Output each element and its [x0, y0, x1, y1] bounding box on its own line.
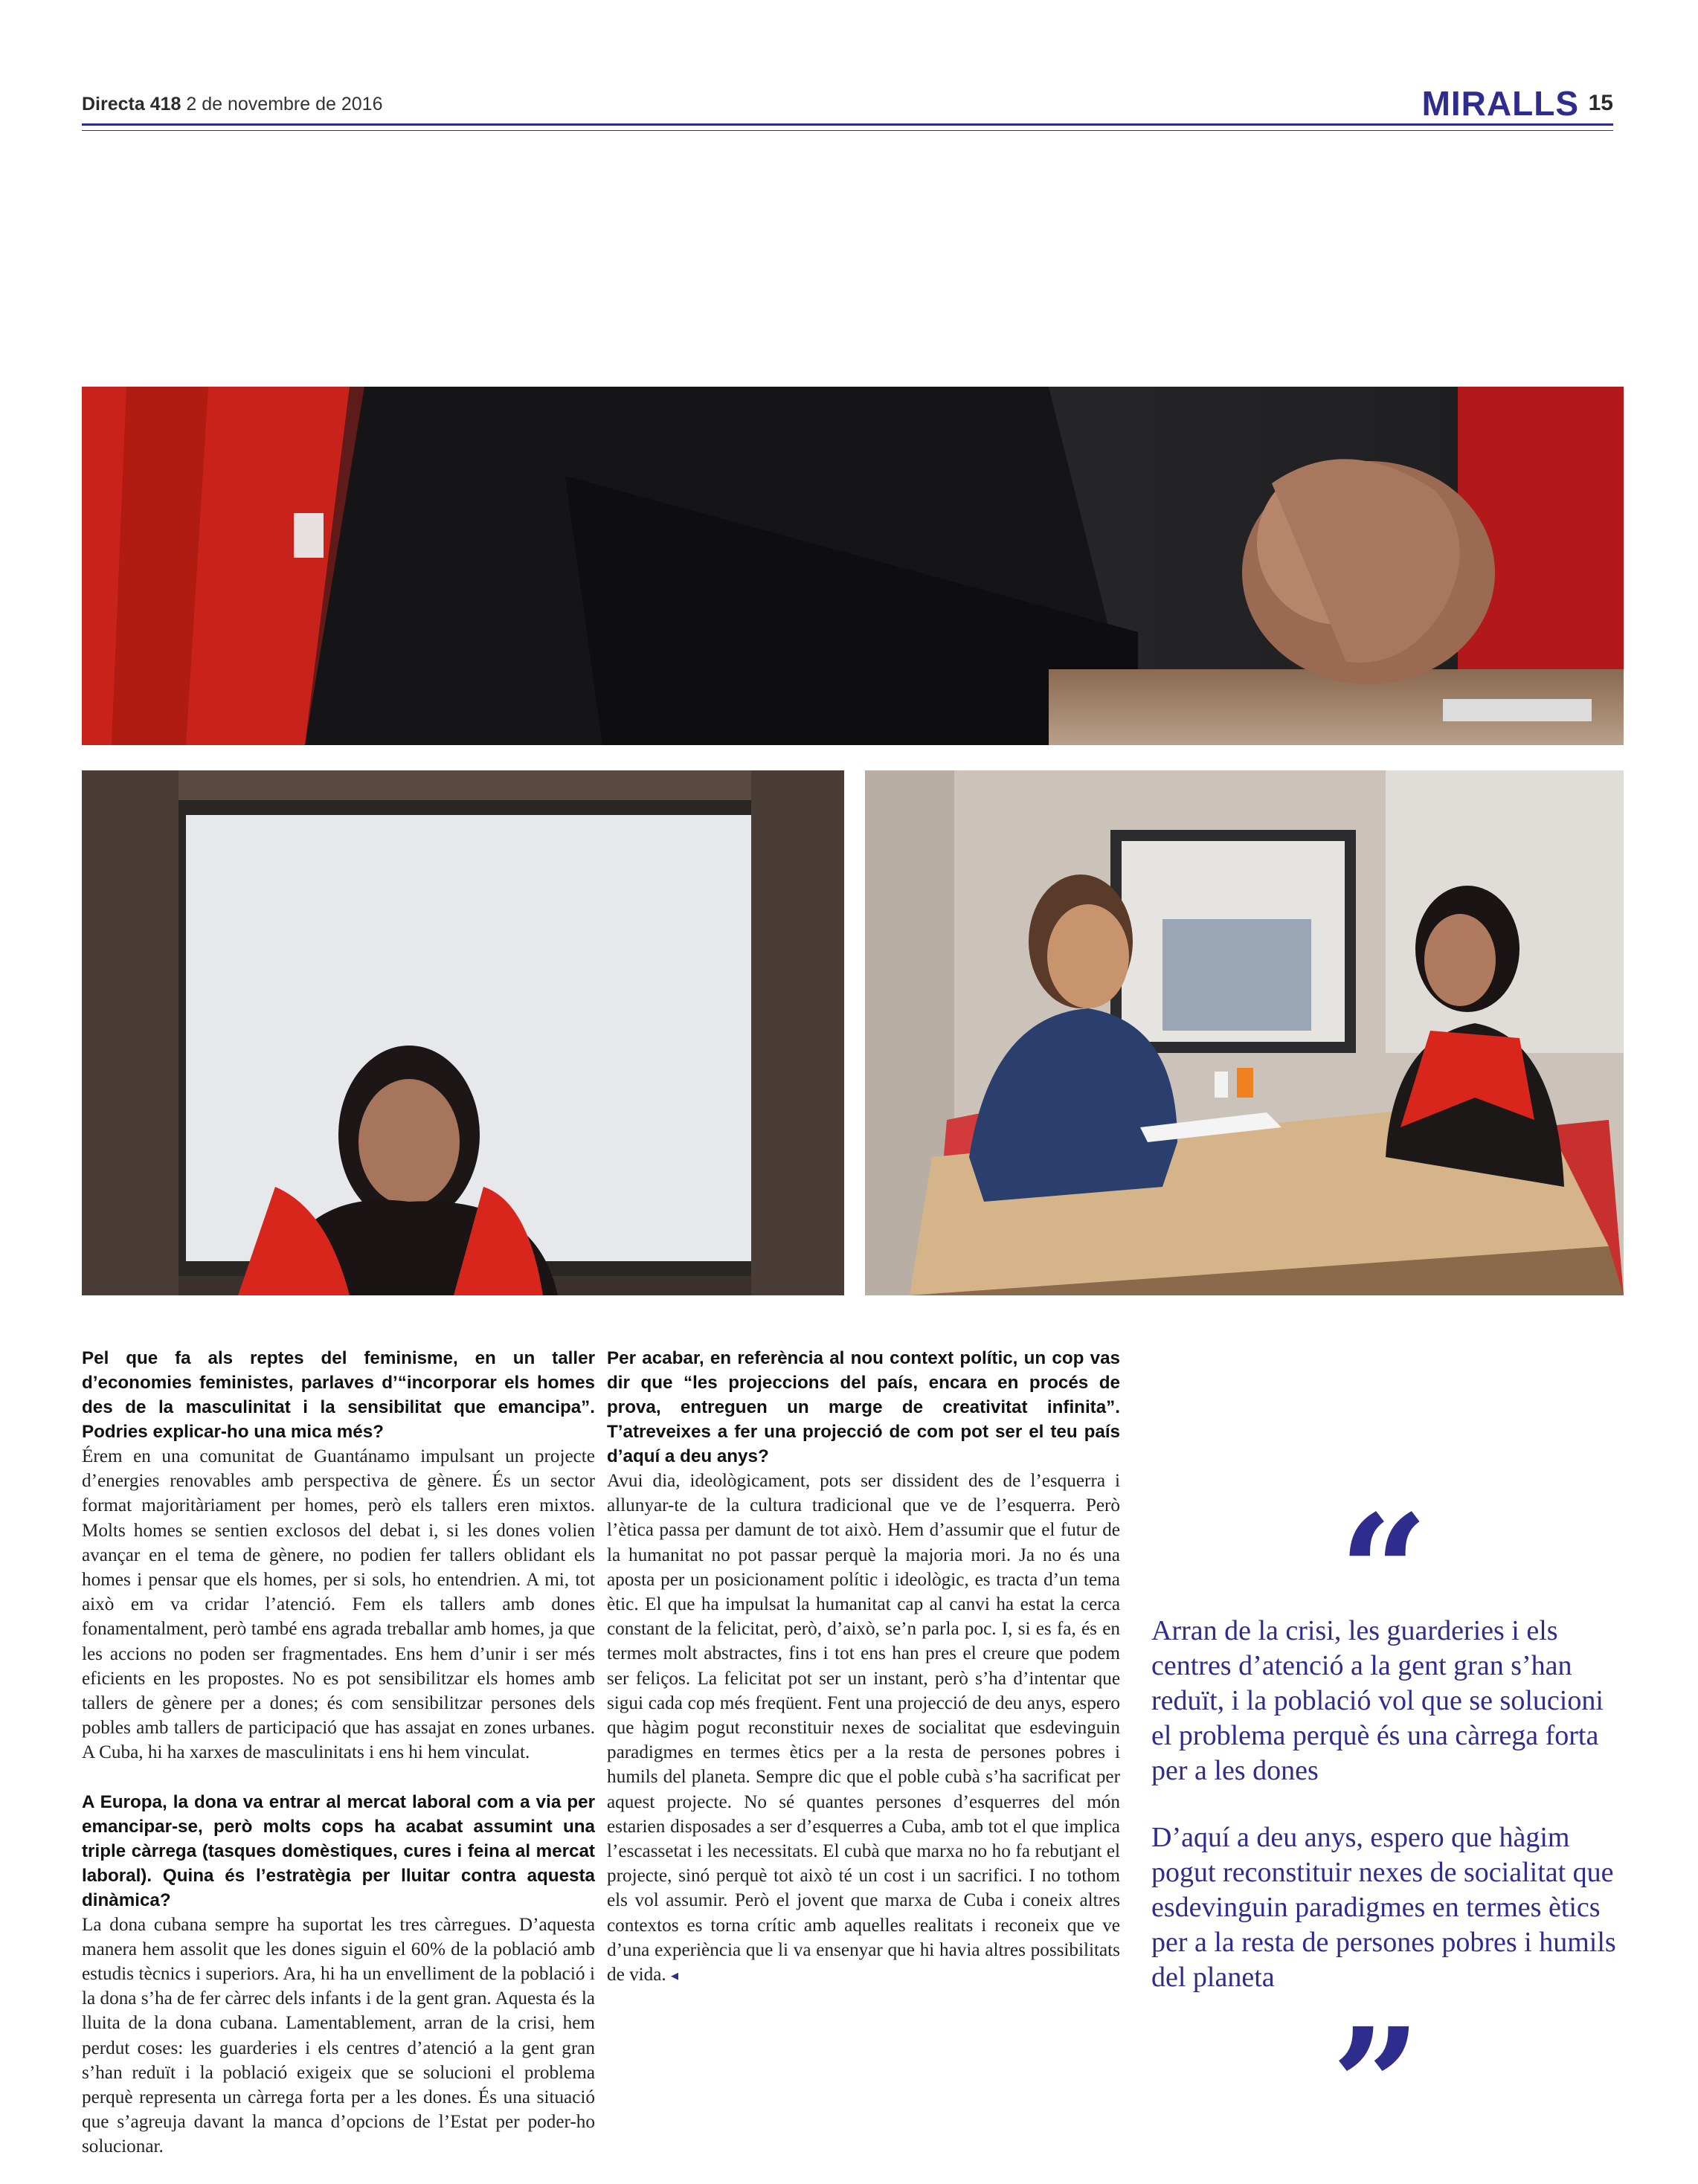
close-quote-mark: ” [1331, 1994, 1421, 2177]
end-of-article-icon: ◂ [671, 1966, 679, 1985]
question-2: A Europa, la dona va entrar al mercat laboral com a via per emancipar-se, però molts cops ha acabat assumint una triple càrrega (tasques domèstiques, cures i feina al mercat laboral). Quina és l’estratègia per lluitar contra aquesta dinàmica? [82, 1791, 595, 1910]
publication-name: Directa 418 [82, 94, 181, 115]
issue-date: 2 de novembre de 2016 [186, 94, 383, 115]
interview-table-photo [865, 770, 1624, 1295]
answer-3-text: Avui dia, ideològicament, pots ser dissident des de l’esquerra i allunyar-te de la cultura tradicional que ve de l’esquerra. Però l’ètica passa per damunt de tot això. Hem d’assumir que el futur de la humanitat no pot passar perquè la majoria mori. Ja no és una aposta per un posicionament polític i ideològic, es tracta d’un tema ètic. El que ha impulsat la humanitat cap al canvi ha estat la cerca constant de la felicitat, però, d’això, se’n parla poc. I, si es fa, és en termes molt abstractes, fins i tot ens han pres el creure que podem ser feliços. La felicitat pot ser un instant, però s’ha d’intentar que sigui cada cop més freqüent. Fent una projecció de deu anys, espero que hàgim pogut reconstituir nexes de socialitat que esdevinguin paradigmes en termes ètics per a la resta de persones pobres i humils del planeta. Sempre dic que el poble cubà s’ha sacrificat per aquest projecte. No sé quantes persones d’esquerres del món estarien disposades a ser d’esquerres a Cuba, amb tot el que implica l’escassetat i les necessitats. El cubà que marxa no ho fa rebutjant el projecte, sinó perquè tot això té un cost i un sacrifici. I no tothom els vol assumir. Però el jovent que marxa de Cuba i coneix altres contextos es torna crític amb aquelles realitats i reconeix que ve d’una experiència que li va ensenyar que hi havia altres possibilitats de vida. [607, 1471, 1120, 1985]
question-3: Per acabar, en referència al nou context polític, un cop vas dir que “les projeccions del país, encara en procés de prova, entreguen un marge de creativitat infinita”. T’atreveixes a fer una projecció de com pot ser el teu país d’aquí a deu anys? [607, 1348, 1120, 1466]
pullquote-2: D’aquí a deu anys, espero que hàgim pogut reconstituir nexes de socialitat que esdevinguin paradigmes en termes ètics per a la resta de persones pobres i humils del planeta [1151, 1822, 1616, 1993]
open-quote-mark: “ [1339, 1481, 1429, 1664]
answer-3 [607, 1469, 1120, 1988]
hands-clasped-photo [82, 387, 1624, 745]
article-column-1 [82, 1346, 595, 2184]
folio [82, 94, 382, 115]
page-number: 15 [1588, 91, 1613, 115]
header-rule-thin [82, 130, 1613, 131]
article-column-2 [607, 1346, 1120, 2012]
woman-speaking-photo [82, 770, 844, 1295]
pullquote-1: Arran de la crisi, les guarderies i els centres d’atenció a la gent gran s’han reduït, i la població vol que se solucioni el problema perquè és una càrrega forta per a les dones [1151, 1615, 1604, 1786]
answer-1: Érem en una comunitat de Guantánamo impulsant un projecte d’energies renovables amb perspectiva de gènere. És un sector format majoritàriament per homes, però els tallers eren mixtos. Molts homes se sentien exclosos del debat i, si les dones volien avançar en el tema de gènere, no podien fer tallers oblidant els homes i pensar que els homes, per si sols, ho entendrien. A mi, tot això em va cridar l’atenció. Fem els tallers amb dones fonamentalment, però també ens agrada treballar amb homes, ja que les accions no poden ser fragmentades. Ens hem d’unir i ser més eficients en les propostes. No es pot sensibilitzar els homes amb tallers de gènere per a dones; és com sensibilitzar persones dels pobles amb tallers de participació que has assajat en zones urbanes. A Cuba, hi ha xarxes de masculinitats i ens hi hem vinculat. [82, 1446, 595, 1763]
question-1: Pel que fa als reptes del feminisme, en un taller d’economies feministes, parlaves d’“incorporar els homes des de la masculinitat i la sensibilitat que emancipa”. Podries explicar-ho una mica més? [82, 1348, 595, 1442]
section-title: MIRALLS [1421, 84, 1579, 123]
header-rule [82, 123, 1613, 126]
answer-2: La dona cubana sempre ha suportat les tres càrregues. D’aquesta manera hem assolit que les dones siguin el 60% de la població amb estudis tècnics i superiors. Ara, hi ha un envelliment de la població i la dona s’ha de fer càrrec dels infants i de la gent gran. Aquesta és la lluita de la dona cubana. Lamentablement, arran de la crisi, hem perdut coses: les guarderies i els centres d’atenció a la gent gran s’han reduït i la població exigeix que se solucioni el problema perquè representa un càrrega forta per a les dones. És una situació que s’agreuja davant la manca d’opcions de l’Estat per poder-ho solucionar. [82, 1914, 595, 2157]
